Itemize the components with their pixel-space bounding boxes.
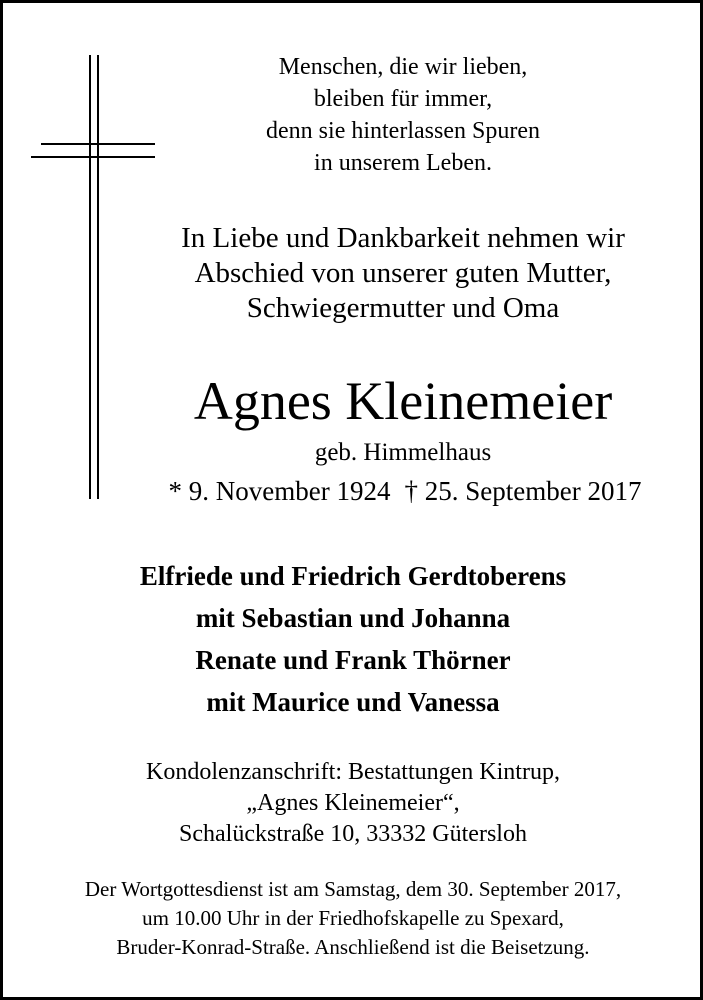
family-line: Elfriede und Friedrich Gerdtoberens [139,561,567,591]
cross-vertical-line-right [97,55,99,499]
motto-line: in unserem Leben. [314,150,492,176]
death-date: † 25. September 2017 [404,476,642,506]
cross-vertical-line-left [89,55,91,499]
motto-line: Menschen, die wir lieben, [278,54,528,80]
intro-line: Abschied von unserer guten Mutter, [194,257,612,289]
deceased-name: Agnes Kleinemeier [193,371,613,431]
intro-line: In Liebe und Dankbarkeit nehmen wir [181,222,625,254]
service-line: um 10.00 Uhr in der Friedhofskapelle zu Spexard, [142,906,564,930]
service-line: Bruder-Konrad-Straße. Anschließend ist die Beisetzung. [116,935,590,959]
service-line: Der Wortgottesdienst ist am Samstag, dem 30. September 2017, [84,877,622,901]
motto-line: denn sie hinterlassen Spuren [266,118,540,144]
condolence-line: Schalückstraße 10, 33332 Gütersloh [179,821,527,847]
family-line: mit Maurice und Vanessa [206,687,500,717]
family-line: Renate und Frank Thörner [195,645,511,675]
birth-date: * 9. November 1924 [168,476,391,506]
birth-name: geb. Himmelhaus [314,439,492,466]
service-information [13,875,693,962]
motto-verse [193,51,613,179]
cross-horizontal-line-bottom [31,156,155,158]
mourning-family [43,555,663,723]
intro-line: Schwiegermutter und Oma [246,292,560,324]
condolence-line: „Agnes Kleinemeier“, [246,790,460,816]
farewell-intro [123,221,683,326]
condolence-line: Kondolenzanschrift: Bestattungen Kintrup, [146,759,560,785]
cross-horizontal-line-top [41,143,155,145]
condolence-address [113,757,593,850]
family-line: mit Sebastian und Johanna [195,603,511,633]
life-dates [103,473,703,509]
motto-line: bleiben für immer, [313,86,493,112]
